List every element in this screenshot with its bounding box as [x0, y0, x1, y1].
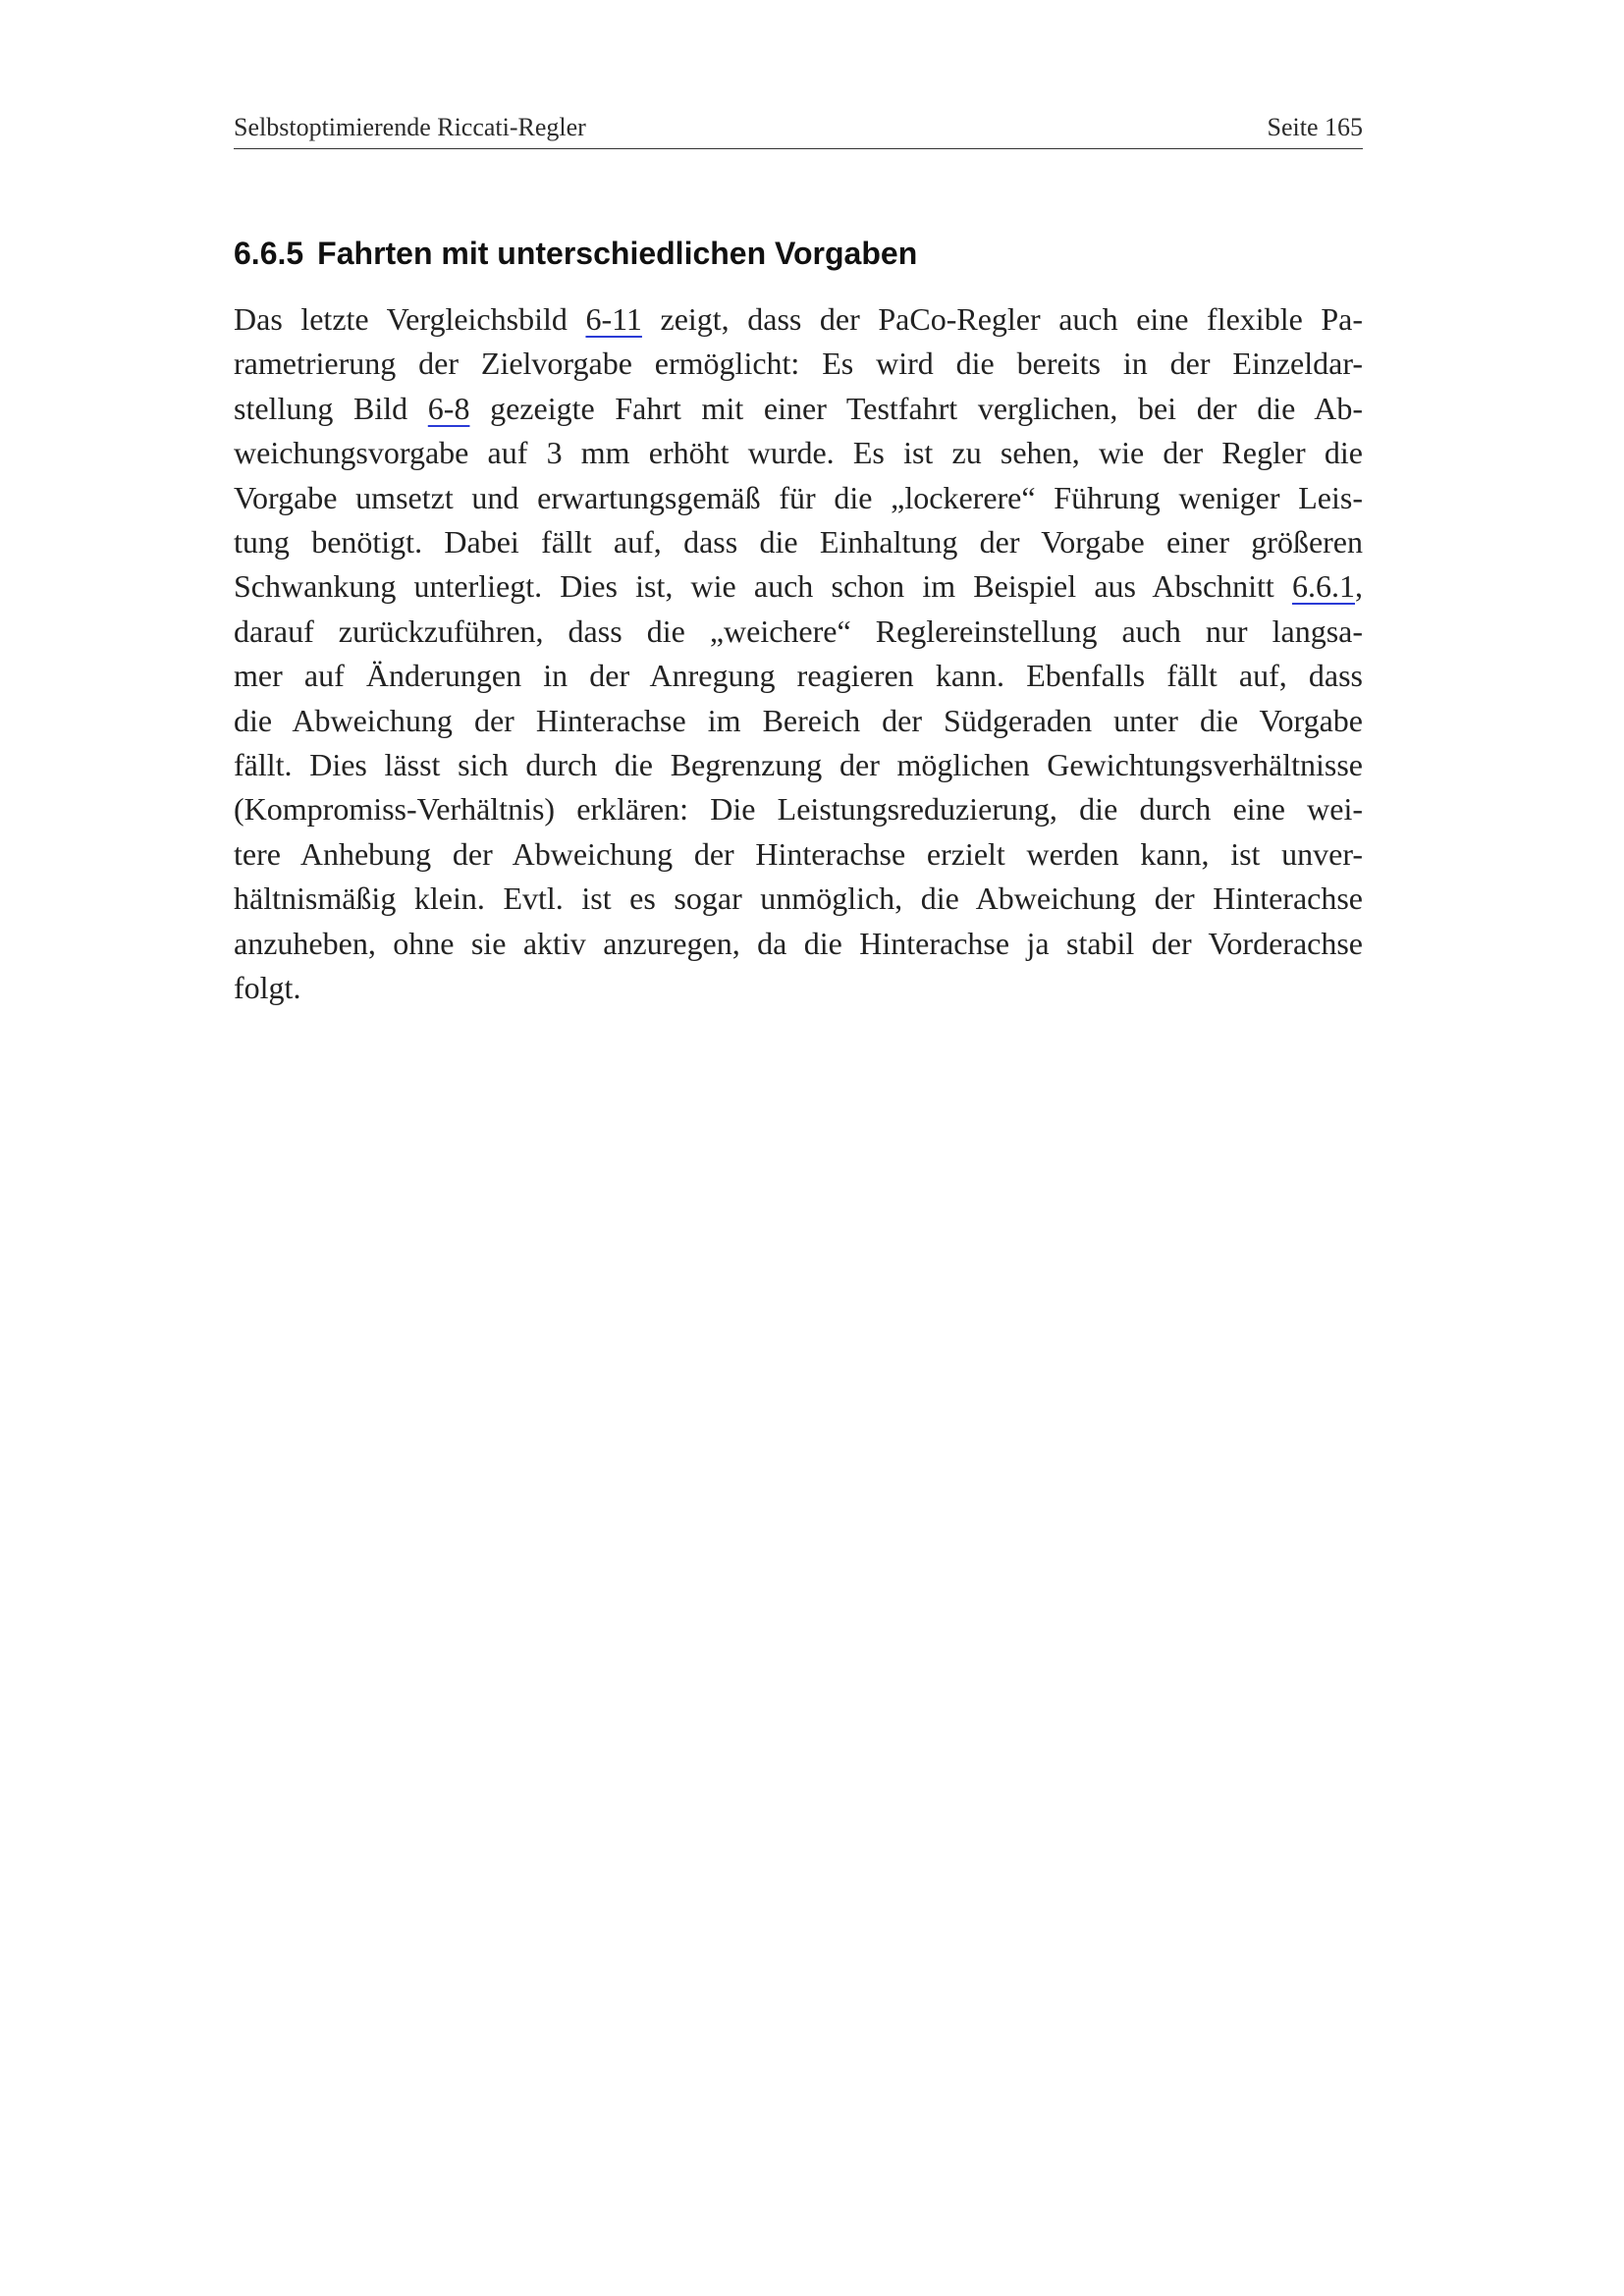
body-paragraph [234, 297, 1363, 1011]
figure-reference-link[interactable]: 6-8 [427, 390, 470, 426]
text-line: darauf zurückzuführen, dass die „weichere“ Reglereinstellung auch nur langsa- [234, 613, 1363, 649]
running-header [234, 110, 1363, 149]
figure-reference-link[interactable]: 6-11 [585, 301, 642, 337]
text-line: fällt. Dies lässt sich durch die Begrenzung der möglichen Gewichtungsverhältnisse [234, 747, 1363, 783]
text-line: (Kompromiss-Verhältnis) erklären: Die Leistungsreduzierung, die durch eine wei- [234, 791, 1363, 828]
text-run: Das letzte Vergleichsbild [234, 301, 586, 337]
text-line [234, 564, 1363, 609]
header-page-number: Seite 165 [1267, 113, 1363, 141]
text-run: , [1355, 568, 1363, 605]
text-line [234, 387, 1363, 431]
text-run: zeigt, dass der PaCo-Regler auch eine flexible Pa- [641, 301, 1364, 337]
section-title: Fahrten mit unterschiedlichen Vorgaben [317, 236, 918, 271]
text-line: die Abweichung der Hinterachse im Bereich der Südgeraden unter die Vorgabe [234, 702, 1363, 738]
text-line: mer auf Änderungen in der Anregung reagieren kann. Ebenfalls fällt auf, dass [234, 658, 1363, 694]
text-line: tere Anhebung der Abweichung der Hinterachse erzielt werden kann, ist unver- [234, 835, 1363, 872]
text-run: stellung Bild [234, 390, 428, 426]
text-line: folgt. [234, 970, 301, 1006]
section-heading [234, 236, 1363, 272]
text-line: Vorgabe umsetzt und erwartungsgemäß für die „lockerere“ Führung weniger Leis- [234, 479, 1363, 515]
section-reference-link[interactable]: 6.6.1 [1292, 568, 1355, 605]
text-run: gezeigte Fahrt mit einer Testfahrt verglichen, bei der die Ab- [469, 390, 1364, 426]
text-run: Schwankung unterliegt. Dies ist, wie auch schon im Beispiel aus Abschnitt [234, 568, 1292, 605]
text-line: tung benötigt. Dabei fällt auf, dass die Einhaltung der Vorgabe einer größeren [234, 524, 1363, 561]
text-line: rametrierung der Zielvorgabe ermöglicht: Es wird die bereits in der Einzeldar- [234, 346, 1363, 382]
text-line [234, 297, 1363, 342]
section-number: 6.6.5 [234, 236, 304, 271]
text-line: weichungsvorgabe auf 3 mm erhöht wurde. Es ist zu sehen, wie der Regler die [234, 435, 1363, 471]
header-chapter-title: Selbstoptimierende Riccati-Regler [234, 113, 586, 141]
text-line: anzuheben, ohne sie aktiv anzuregen, da die Hinterachse ja stabil der Vorderachse [234, 925, 1363, 961]
text-line: hältnismäßig klein. Evtl. ist es sogar unmöglich, die Abweichung der Hinterachse [234, 881, 1363, 917]
